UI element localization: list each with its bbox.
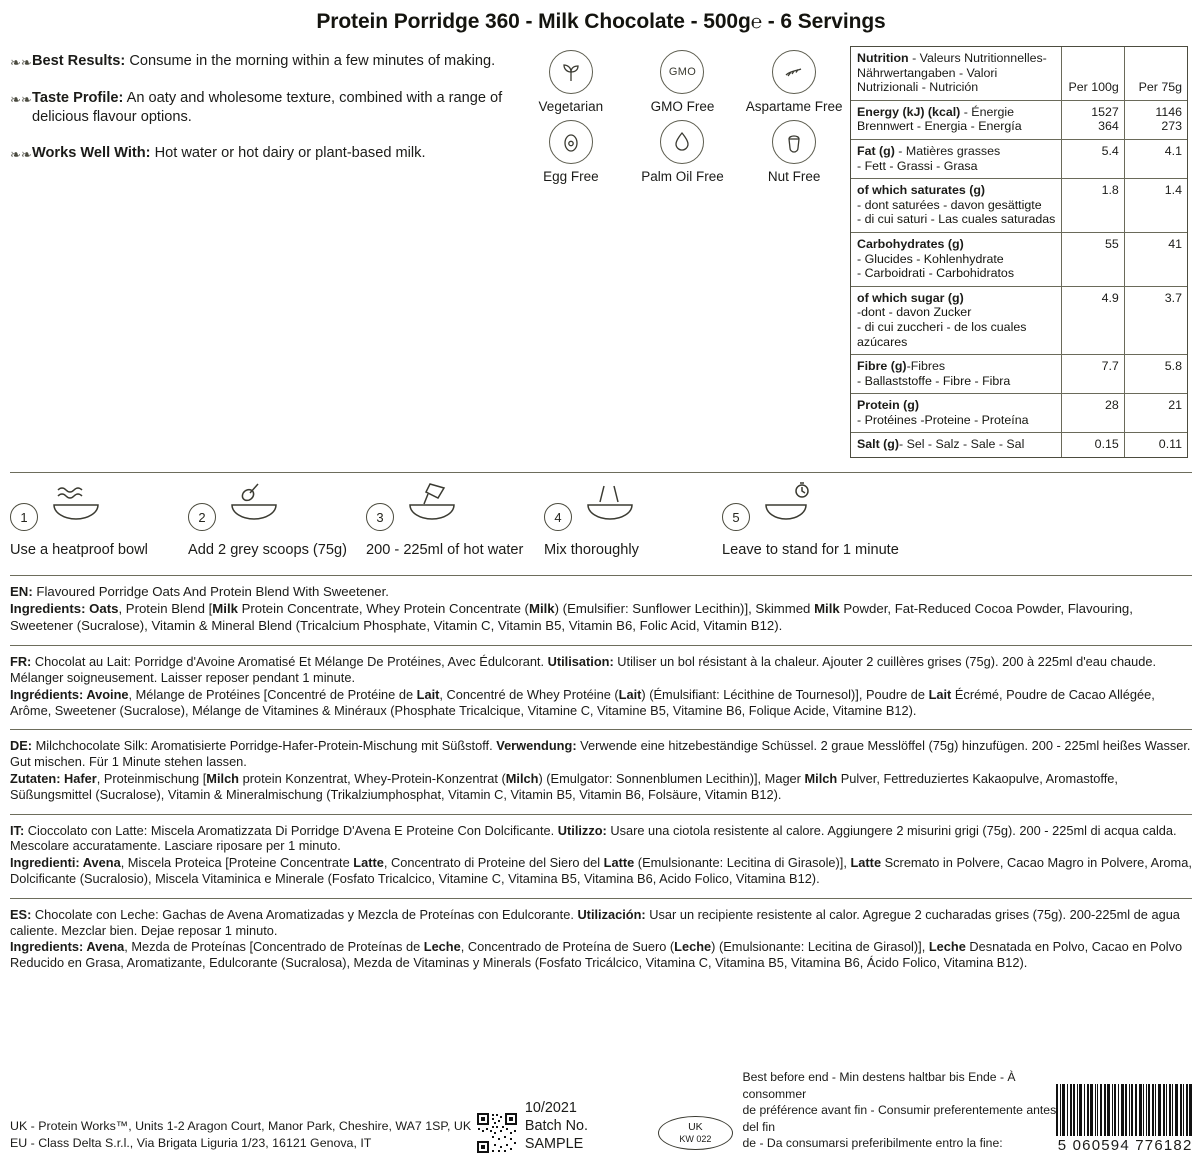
estimated-sign-icon: ℮ [750,12,763,33]
company-address [10,1118,476,1154]
uk-mark-country: UK [688,1121,703,1133]
nutrient-value-75g: 4.1 [1124,139,1187,178]
nutrient-value-100g: 1.8 [1061,179,1124,233]
sparkle-icon: ❧❧ [10,147,32,162]
bullet-text [32,52,495,71]
nutrient-subtext: - dont saturées - davon gesättigte [857,197,1042,212]
servings-text: - 6 Servings [762,10,886,33]
step-text: Leave to stand for 1 minute [722,542,899,559]
nutrient-subtext: - Ballaststoffe - Fibre - Fibra [857,373,1011,388]
table-row [851,433,1187,457]
table-row [851,286,1187,354]
nutrient-subtext: - di cui zuccheri - de los cuales azúcares [857,319,1027,349]
bbe-line-1: Best before end - Min destens haltbar bis Ende - À consommer [742,1070,1016,1101]
best-before-text [743,1069,1057,1154]
step-number: 4 [544,503,572,531]
step-number: 5 [722,503,750,531]
date-text: 10/2021 [524,1100,577,1116]
bbe-line-3: de - Da consumarsi preferibilmente entro la fine: [742,1136,1003,1151]
table-row [851,355,1187,394]
address-line-uk: UK - Protein Works™, Units 1-2 Aragon Court, Manor Park, Cheshire, WA7 1SP, UK [10,1119,472,1133]
bullet-text [32,144,426,163]
badge-aspartame-free [738,50,850,114]
ingredient-line: Ingredienti: Avena, Miscela Proteica [Proteine Concentrate Latte, Concentrato di Proteine del Siero del Latte (Emulsionante: Lecitina di Girasole)], Latte Scremato in Polvere, Cacao Magro in Polvere, Aroma, Dolcificante (Sucralosio), Miscela Vitaminica e Minerale (Fosfato Tricalcico, Vitamine C, Vitamina B5, Vitamina B6, Acido Folico, Vitamina B12). [10,855,1192,887]
nutrient-value-75g: 5.8 [1124,355,1187,394]
bbe-line-2: de préférence avant fin - Consumir preferentemente antes del fin [742,1103,1057,1134]
nutrient-value-75g-kcal: 273 [1161,119,1182,134]
bullet-body: Hot water or hot dairy or plant-based milk. [150,145,426,161]
batch-info [525,1099,644,1154]
nutrient-translation: - Sel - Salz - Sale - Sal [899,437,1025,452]
nutrient-subtext: Brennwert - Energia - Energía [857,119,1022,134]
bullet-body: Consume in the morning within a few minutes of making. [125,53,496,69]
nutrient-value-75g: 1.4 [1124,179,1187,233]
top-section [0,46,1202,458]
nutrient-value-75g: 0.11 [1124,433,1187,457]
bullet-label: Works Well With: [32,145,151,161]
badge-gmo-free [627,50,739,114]
nutrient-value-75g: 1146 [1155,104,1182,119]
list-item [10,485,188,559]
badge-label: Palm Oil Free [641,169,724,184]
badge-label: Nut Free [767,169,821,184]
water-waves-icon [50,482,104,531]
nutrient-name: Energy (kJ) (kcal) [857,104,961,119]
table-row [851,179,1187,233]
badge-label: GMO Free [650,99,715,114]
footer [0,1069,1202,1154]
step-text: Use a heatproof bowl [10,542,148,559]
barcode [1056,1084,1194,1154]
table-row [851,394,1187,433]
bullet-text [32,89,515,127]
uk-mark-code: KW 022 [679,1134,712,1144]
badge-vegetarian [515,50,627,114]
nutrition-subtitle: - Valeurs Nutritionnelles- Nährwertangaben - Valori Nutrizionali - Nutrición [857,51,1047,95]
palm-oil-free-icon [660,120,704,164]
nutrition-title: Nutrition [857,51,909,65]
list-item [544,485,722,559]
step-number: 2 [188,503,216,531]
mixing-whisk-icon [584,482,638,531]
nutrient-value-100g: 28 [1061,394,1124,433]
ingredient-line: Ingredients: Oats, Protein Blend [Milk Protein Concentrate, Whey Protein Concentrate (Milk) (Emulsifier: Sunflower Lecithin)], Skimmed Milk Powder, Fat-Reduced Cocoa Powder, Flavouring, Sweetener (Sucralose), Vitamin & Mineral Blend (Tricalcium Phosphate, Vitamin C, Vitamin B5, Vitamin B6, Folic Acid, Vitamin B12). [10,601,1133,633]
step-text: 200 - 225ml of hot water [366,542,524,559]
ingredient-block-es [10,898,1192,982]
nutrient-subtext: - Fett - Grassi - Grasa [857,158,978,173]
nutrient-name: Carbohydrates (g) [857,236,964,251]
barcode-number: 5 060594 776182 [1057,1137,1193,1154]
step-text: Add 2 grey scoops (75g) [188,542,347,559]
ingredients-section [0,575,1202,982]
bullet-body: An oaty and wholesome texture, combined with a range of delicious flavour options. [32,90,503,125]
ingredient-block-de [10,729,1192,813]
bullet-list [10,46,515,181]
ingredient-line: Ingredients: Avena, Mezda de Proteínas [Concentrado de Proteínas de Leche, Concentrado de Proteína de Suero (Leche) (Emulsionante: Lecitina de Girasol)], Leche Desnatada en Polvo, Cacao en Polvo Reducido en Grasa, Aromatizante, Edulcorante (Sucralosa), Mezda de Vitaminas y Minerals (Fosfato Tricálcico, Vitamina C, Vitamina B5, Vitamina B6, Ácido Folico, Vitamina B12). [10,939,1183,971]
step-number: 1 [10,503,38,531]
nutrient-value-100g: 4.9 [1061,286,1124,354]
nutrient-value-100g: 55 [1061,232,1124,286]
nutrient-name: Salt (g) [857,437,899,452]
nutrient-value-100g: 5.4 [1061,139,1124,178]
ingredient-line: FR: Chocolat au Lait: Porridge d'Avoine Aromatisé Et Mélange De Protéines, Avec Édulcorant. Utilisation: Utiliser un bol résistant à la chaleur. Ajouter 2 cuillères grises (75g). 200 à 225ml d'eau chaude. Mélanger soigneusement. Laisser reposer pendant 1 minute. [10,654,1157,686]
sparkle-icon: ❧❧ [10,92,32,107]
ingredient-block-it [10,814,1192,898]
nutrient-name: of which sugar (g) [857,290,964,305]
pouring-jug-icon [406,482,460,531]
step-text: Mix thoroughly [544,542,639,559]
address-line-eu: EU - Class Delta S.r.l., Via Brigata Liguria 1/23, 16121 Genova, IT [10,1136,372,1150]
table-row [851,139,1187,178]
nutrient-value-75g: 3.7 [1124,286,1187,354]
badge-grid [515,46,850,184]
nutrition-panel [850,46,1190,458]
scoop-bowl-icon [228,482,282,531]
batch-number: Batch No. SAMPLE [524,1118,589,1152]
badge-nut-free [738,120,850,184]
nutrient-value-75g: 41 [1124,232,1187,286]
product-title-text: Protein Porridge 360 - Milk Chocolate - 500g [316,10,751,33]
nutrient-name: Fat (g) [857,143,895,158]
bullet-label: Taste Profile: [32,90,124,106]
nutrition-header [851,47,1061,100]
directions-steps [0,473,1202,559]
nutrient-subtext: - Glucides - Kohlenhydrate [857,251,1004,266]
nutrient-translation: - Énergie [960,104,1015,119]
barcode-bars [1056,1084,1194,1136]
table-row [851,100,1187,139]
timer-bowl-icon [762,482,816,531]
ingredient-line: Ingrédients: Avoine, Mélange de Protéines [Concentré de Protéine de Lait, Concentré de Whey Protéine (Lait) (Émulsifiant: Lécithine de Tournesol)], Poudre de Lait Écrémé, Poudre de Cacao Allégée, Arôme, Sweetener (Sucralose), Mélange de Vitamines & Minéraux (Phosphate Tricalcique, Vitamine C, Vitamine B5, Vitamine B6, Folique Acide, Vitamine B12). [10,686,1155,718]
nutrient-subtext: -dont - davon Zucker [857,305,972,320]
nutrient-translation: - Matières grasses [894,143,1001,158]
nutrient-value-100g-kcal: 364 [1098,119,1119,134]
list-item [10,144,515,164]
egg-free-icon [549,120,593,164]
vegetarian-icon [549,50,593,94]
table-row [851,232,1187,286]
aspartame-free-icon [772,50,816,94]
ingredient-line: EN: Flavoured Porridge Oats And Protein Blend With Sweetener. [10,584,389,600]
nut-free-icon [772,120,816,164]
ingredient-line: ES: Chocolate con Leche: Gachas de Avena Aromatizadas y Mezcla de Proteínas con Edulcorante. Utilización: Usar un recipiente resistente al calor. Agregue 2 cucharadas grises (75g). 200-225ml de agua caliente. Mezclar bien. Dejae reposar 1 minuto. [10,906,1180,938]
badge-palm-oil-free [627,120,739,184]
badge-egg-free [515,120,627,184]
badge-label: Aspartame Free [745,99,843,114]
badge-label: Vegetarian [538,99,604,114]
ingredient-line: DE: Milchchocolate Silk: Aromatisierte Porridge-Hafer-Protein-Mischung mit Süßstoff. Verwendung: Verwende eine hitzebeständige Schüssel. 2 graue Messlöffel (75g) hinzufügen. 200 - 225ml heißes Wasser. Gut mischen. Für 1 Minute stehen lassen. [10,738,1191,770]
nutrition-table [850,46,1188,458]
list-item [10,52,515,72]
nutrient-subtext: - Protéines -Proteine - Proteína [857,412,1029,427]
nutrient-name: of which saturates (g) [857,183,986,198]
list-item [366,485,544,559]
nutrient-subtext: - Carboidrati - Carbohidratos [857,266,1015,281]
list-item [188,485,366,559]
nutrient-value-75g: 21 [1124,394,1187,433]
nutrient-name: Fibre (g) [857,359,907,374]
nutrition-col-per75g: Per 75g [1124,47,1187,100]
step-number: 3 [366,503,394,531]
gmo-free-icon: GMO [660,50,704,94]
qr-code-icon [476,1112,518,1154]
list-item [10,89,515,127]
badge-label: Egg Free [543,169,599,184]
nutrition-col-per100g: Per 100g [1061,47,1124,100]
nutrient-translation: -Fibres [906,359,946,374]
ingredient-block-en [10,575,1192,645]
bullet-label: Best Results: [32,53,126,69]
ingredient-line: Zutaten: Hafer, Proteinmischung [Milch protein Konzentrat, Whey-Protein-Konzentrat (Milch) (Emulgator: Sonnenblumen Lecithin)], Mager Milch Pulver, Fettreduziertes Kakaopulve, Aromastoffe, Süßungsmittel (Sucralose), Vitamin & Mineralmischung (Trikalziumphosphat, Vitamin C, Vitamin B5, Vitamin B6, Folsäure, Vitamin B12). [10,771,1118,802]
ingredient-block-fr [10,645,1192,729]
sparkle-icon: ❧❧ [10,55,32,70]
nutrient-subtext: - di cui saturi - Las cuales saturadas [857,212,1056,227]
ingredient-line: IT: Cioccolato con Latte: Miscela Aromatizzata Di Porridge D'Avena E Proteine Con Dolcificante. Utilizzo: Usare una ciotola resistente al calore. Aggiungere 2 misurini grigi (75g). 200 - 225ml di acqua calda. Mescolare accuratamente. Lasciare riposare per 1 minuto. [10,822,1177,854]
nutrient-value-100g: 1527 [1091,104,1119,119]
nutrient-value-100g: 0.15 [1061,433,1124,457]
nutrient-name: Protein (g) [857,398,919,413]
page-title [0,0,1202,46]
list-item [722,485,900,559]
uk-health-mark [658,1116,732,1150]
nutrient-value-100g: 7.7 [1061,355,1124,394]
